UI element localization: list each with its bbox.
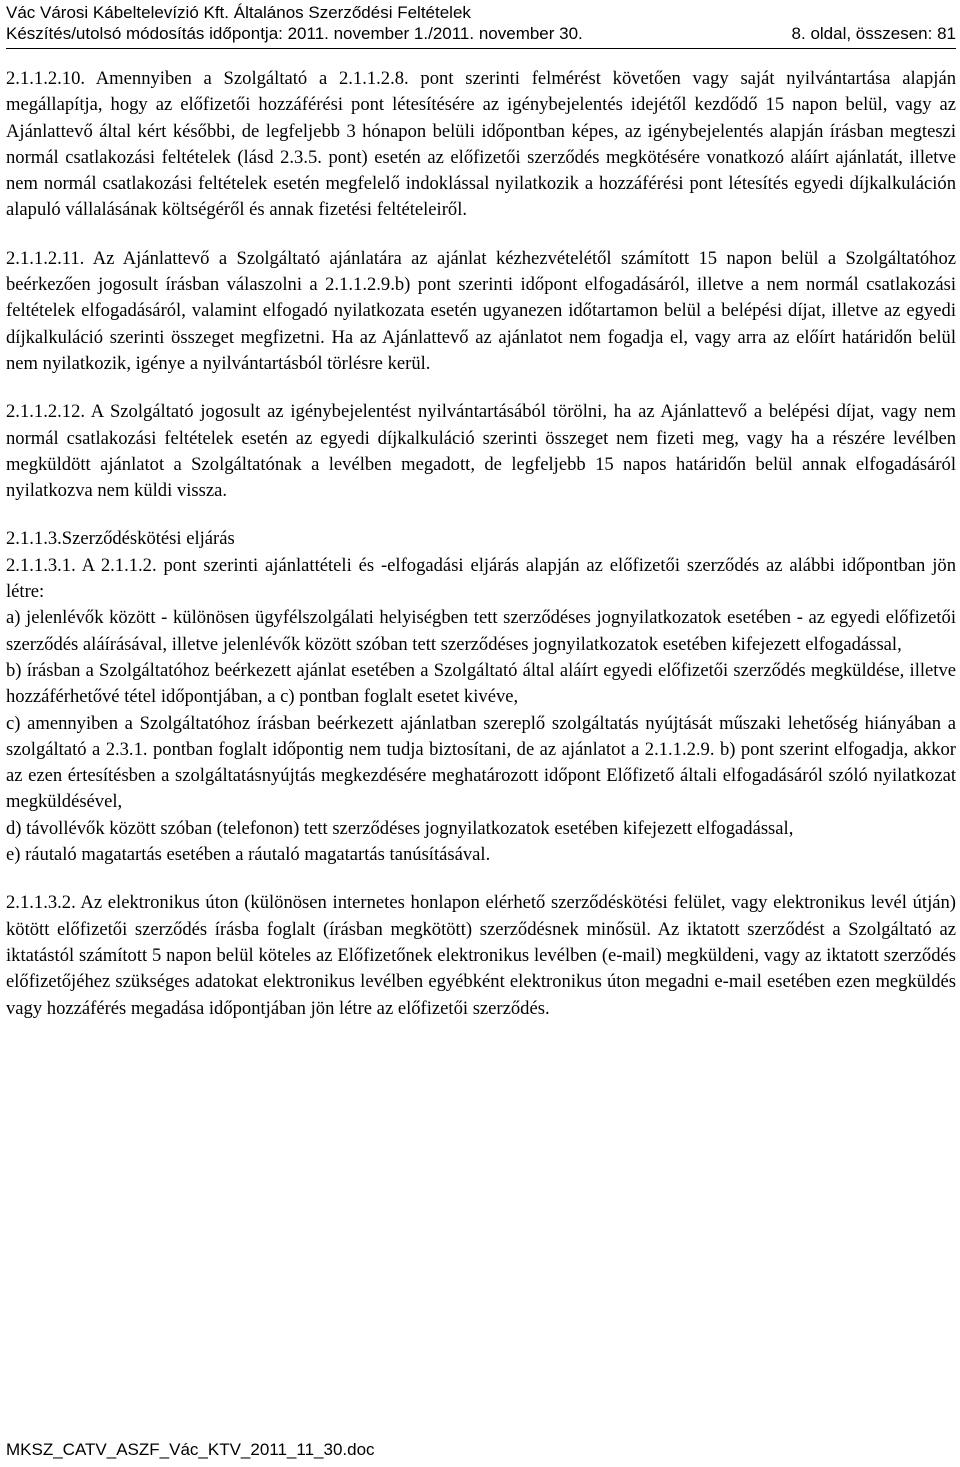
section-2-1-1-3-1-intro: 2.1.1.3.1. A 2.1.1.2. pont szerinti ajánlattételi és -elfogadási eljárás alapján az előfizetői szerződés az alábbi időpontban jön létre: bbox=[6, 554, 956, 603]
contract-item-a: a) jelenlévők között - különösen ügyfélszolgálati helyiségben tett szerződéses jognyilatkozatok esetében - az egyedi előfizetői szerződés aláírásával, illetve jelenlévők között szóban tett szerződéses jognyilatkozatok esetében kifejezett elfogadással, bbox=[6, 607, 956, 655]
header-meta-row bbox=[6, 23, 956, 44]
header-divider bbox=[6, 48, 956, 49]
document-body bbox=[6, 66, 956, 1022]
contract-item-d: d) távollévők között szóban (telefonon) tett szerződéses jognyilatkozatok esetében kifejezett elfogadással, bbox=[6, 817, 794, 839]
section-2-1-1-2-11: 2.1.1.2.11. Az Ajánlattevő a Szolgáltató ajánlatára az ajánlat kézhezvételétől számított 15 napon belül a Szolgáltatóhoz beérkezően jogosult írásban válaszolni a 2.1.1.2.9.b) pont szerinti időpont elfogadásáról, illetve a nem normál csatlakozási feltételek elfogadásáról, valamint elfogadó nyilatkozata esetén ugyanezen időtartamon belül a belépési díjat, illetve az egyedi díjkalkuláció szerinti összeget megfizetni. Ha az Ajánlattevő az ajánlatot nem fogadja el, vagy arra az előírt határidőn belül nem nyilatkozik, igénye a nyilvántartásból törlésre kerül. bbox=[6, 247, 956, 374]
section-heading-2-1-1-3: 2.1.1.3.Szerződéskötési eljárás bbox=[6, 528, 235, 550]
page-footer-filename: MKSZ_CATV_ASZF_Vác_KTV_2011_11_30.doc bbox=[6, 1440, 375, 1459]
section-2-1-1-3-2: 2.1.1.3.2. Az elektronikus úton (különösen internetes honlapon elérhető szerződéskötési felület, vagy elektronikus levél útján) kötött előfizetői szerződés írásba foglalt (írásban megkötött) szerződésnek minősül. Az iktatott szerződést a Szolgáltató az iktatástól számított 5 napon belül köteles az Előfizetőnek elektronikus levélben (e-mail) megküldeni, vagy az iktatott szerződés előfizetőjéhez szükséges adatokat elektronikus levélben egyébként elektronikus úton megadni e-mail esetében ezen megküldés vagy hozzáférés megadása időpontjában jön létre az előfizetői szerződés. bbox=[6, 892, 956, 1019]
contract-item-c: c) amennyiben a Szolgáltatóhoz írásban beérkezett ajánlatban szereplő szolgáltatás nyújtását műszaki lehetőség hiányában a szolgáltató a 2.3.1. pontban foglalt időpontig nem tudja biztosítani, de az ajánlatot a 2.1.1.2.9. b) pont szerint elfogadja, akkor az ezen értesítésben a szolgáltatásnyújtás megkezdésére meghatározott időpont Előfizető általi elfogadásáról szóló nyilatkozat megküldésével, bbox=[6, 712, 956, 813]
section-2-1-1-2-12: 2.1.1.2.12. A Szolgáltató jogosult az igénybejelentést nyilvántartásából törölni, ha az Ajánlattevő a belépési díjat, vagy nem normál csatlakozási feltételek esetén az egyedi díjkalkuláció szerinti összeget nem fizeti meg, vagy ha a részére levélben megküldött ajánlatot a Szolgáltatónak a levélben megadott, de legfeljebb 15 napos határidőn belül annak elfogadásáról nyilatkozva nem küldi vissza. bbox=[6, 401, 956, 502]
header-dates: Készítés/utolsó módosítás időpontja: 2011. november 1./2011. november 30. bbox=[6, 24, 583, 43]
section-2-1-1-2-10: 2.1.1.2.10. Amennyiben a Szolgáltató a 2.1.1.2.8. pont szerinti felmérést követően vagy saját nyilvántartása alapján megállapítja, hogy az előfizetői hozzáférési pont létesítésére az igénybejelentés idejétől kezdődő 15 napon belül, vagy az Ajánlattevő által kért későbbi, de legfeljebb 3 hónapon belüli időpontban képes, az igénybejelentés alapján írásban megteszi normál csatlakozási feltételek (lásd 2.3.5. pont) esetén az előfizetői szerződés megkötésére vonatkozó aláírt ajánlatát, illetve nem normál csatlakozási feltételek esetén megfelelő indoklással nyilatkozik a hozzáférési pont létesítés egyedi díjkalkuláción alapuló vállalásának költségéről és annak fizetési feltételeiről. bbox=[6, 68, 956, 221]
document-page bbox=[6, 2, 956, 1022]
contract-item-e: e) ráutaló magatartás esetében a ráutaló magatartás tanúsításával. bbox=[6, 844, 491, 866]
header-page-number: 8. oldal, összesen: 81 bbox=[791, 24, 956, 43]
page-header bbox=[6, 2, 956, 49]
header-company: Vác Városi Kábeltelevízió Kft. Általános Szerződési Feltételek bbox=[6, 3, 471, 22]
contract-item-b: b) írásban a Szolgáltatóhoz beérkezett ajánlat esetében a Szolgáltató által aláírt egyedi előfizetői szerződés megküldése, illetve hozzáférhetővé tétel időpontjában, a c) pontban foglalt esetet kivéve, bbox=[6, 659, 956, 708]
